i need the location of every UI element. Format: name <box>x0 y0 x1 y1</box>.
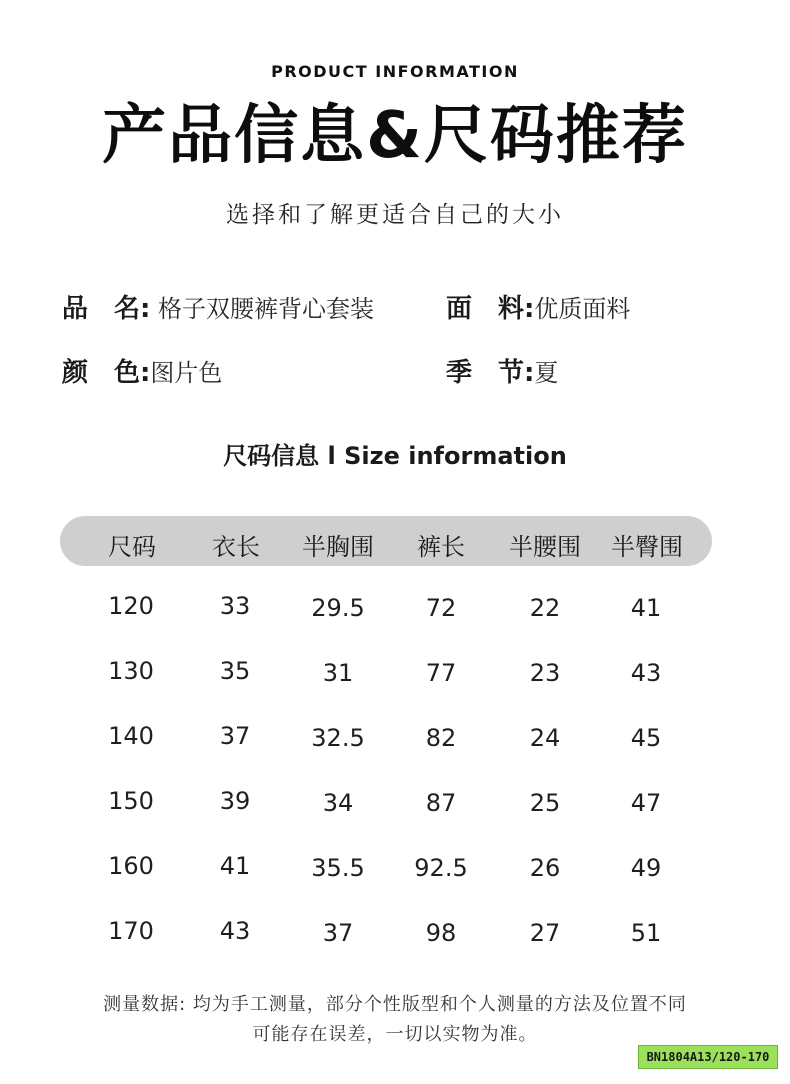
header-cell-half-waist: 半腰围 <box>509 533 581 561</box>
size-table-title: 尺码信息 l Size information <box>223 442 567 470</box>
table-cell: 43 <box>630 659 662 687</box>
table-cell: 72 <box>425 594 457 622</box>
size-table-header <box>60 516 712 566</box>
table-cell: 31 <box>322 659 354 687</box>
table-cell: 51 <box>630 919 662 947</box>
table-cell: 92.5 <box>414 854 468 882</box>
table-cell: 34 <box>322 789 354 817</box>
table-cell: 23 <box>529 659 561 687</box>
table-cell: 35.5 <box>311 854 365 882</box>
header-cell-half-chest: 半胸围 <box>302 533 374 561</box>
product-season-label: 季 节: <box>446 358 535 388</box>
header-cell-size: 尺码 <box>108 533 156 561</box>
table-cell: 140 <box>108 722 154 750</box>
product-name-row <box>62 288 374 325</box>
table-cell: 27 <box>529 919 561 947</box>
product-color-label: 颜 色: <box>62 358 151 388</box>
product-name-value: 格子双腰裤背心套装 <box>150 295 375 323</box>
product-color-row <box>62 352 222 389</box>
header-title-cn: 产品信息&尺码推荐 <box>102 99 688 173</box>
table-cell: 43 <box>219 917 251 945</box>
product-season-row <box>446 352 558 389</box>
table-cell: 26 <box>529 854 561 882</box>
table-cell: 39 <box>219 787 251 815</box>
table-cell: 47 <box>630 789 662 817</box>
table-cell: 37 <box>219 722 251 750</box>
header-cell-top-length: 衣长 <box>212 533 260 561</box>
table-cell: 35 <box>219 657 251 685</box>
header-title-en: PRODUCT INFORMATION <box>271 62 519 81</box>
table-cell: 29.5 <box>311 594 365 622</box>
table-cell: 37 <box>322 919 354 947</box>
table-cell: 49 <box>630 854 662 882</box>
table-cell: 150 <box>108 787 154 815</box>
table-cell: 87 <box>425 789 457 817</box>
product-material-label: 面 料: <box>446 294 535 324</box>
table-cell: 98 <box>425 919 457 947</box>
table-cell: 120 <box>108 592 154 620</box>
table-cell: 33 <box>219 592 251 620</box>
product-name-label: 品 名: <box>62 294 151 324</box>
header-subtitle: 选择和了解更适合自己的大小 <box>226 202 564 228</box>
table-cell: 41 <box>219 852 251 880</box>
table-cell: 82 <box>425 724 457 752</box>
table-cell: 24 <box>529 724 561 752</box>
table-cell: 45 <box>630 724 662 752</box>
table-cell: 77 <box>425 659 457 687</box>
table-cell: 32.5 <box>311 724 365 752</box>
table-cell: 41 <box>630 594 662 622</box>
header-cell-pants-length: 裤长 <box>417 533 465 561</box>
header-cell-half-hip: 半臀围 <box>611 533 683 561</box>
table-cell: 170 <box>108 917 154 945</box>
product-season-value: 夏 <box>534 359 559 387</box>
product-material-row <box>446 288 630 325</box>
table-cell: 130 <box>108 657 154 685</box>
measurement-note-line-2: 可能存在误差，一切以实物为准。 <box>252 1024 538 1045</box>
measurement-note-line-1: 测量数据: 均为手工测量，部分个性版型和个人测量的方法及位置不同 <box>103 994 687 1015</box>
table-cell: 160 <box>108 852 154 880</box>
table-cell: 25 <box>529 789 561 817</box>
sku-badge: BN1804A13/120-170 <box>638 1045 778 1069</box>
table-cell: 22 <box>529 594 561 622</box>
product-color-value: 图片色 <box>150 359 223 387</box>
product-material-value: 优质面料 <box>534 295 631 323</box>
